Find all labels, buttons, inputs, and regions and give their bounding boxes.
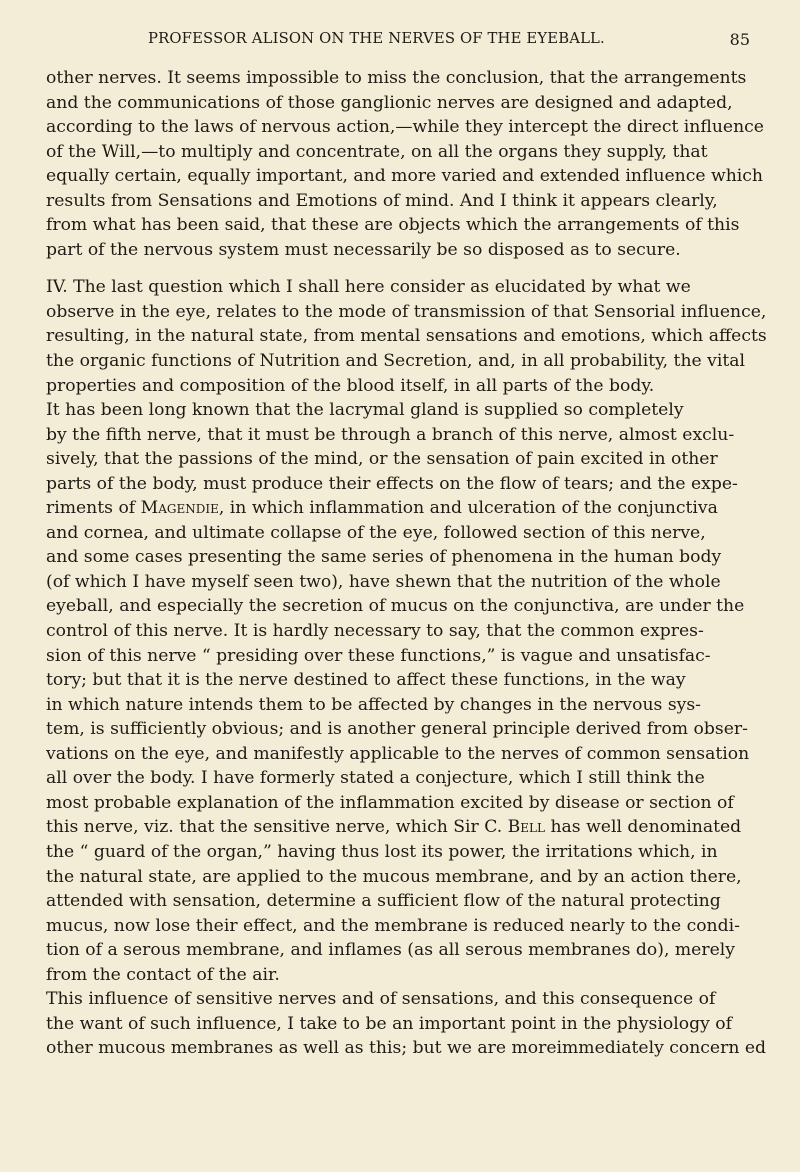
text-line: results from Sensations and Emotions of mind. And I think it appears clearly,: [46, 190, 718, 211]
text-line: attended with sensation, determine a sufficient flow of the natural protecting: [46, 891, 721, 912]
text-line: parts of the body, must produce their effects on the flow of tears; and the expe-: [46, 473, 738, 494]
text-line: sion of this nerve “ presiding over these functions,” is vague and unsatisfac-: [46, 645, 711, 666]
text-line: tem, is sufficiently obvious; and is another general principle derived from obser-: [46, 719, 748, 740]
text-line: and some cases presenting the same series of phenomena in the human body: [46, 547, 722, 568]
text-line: from what has been said, that these are objects which the arrangements of this: [46, 215, 740, 236]
text-line: the natural state, are applied to the mucous membrane, and by an action there,: [46, 866, 742, 887]
text-line: mucus, now lose their effect, and the membrane is reduced nearly to the condi-: [46, 915, 740, 936]
text-line: resulting, in the natural state, from mental sensations and emotions, which affects: [46, 326, 767, 347]
text-line: all over the body. I have formerly stated a conjecture, which I still think the: [46, 768, 705, 789]
text-line: other nerves. It seems impossible to miss the conclusion, that the arrangements: [46, 68, 747, 88]
text-line: sively, that the passions of the mind, or the sensation of pain excited in other: [46, 449, 718, 470]
text-line: most probable explanation of the inflammation excited by disease or section of: [46, 792, 734, 813]
text-line: eyeball, and especially the secretion of mucus on the conjunctiva, are under the: [46, 596, 745, 617]
text-line: control of this nerve. It is hardly necessary to say, that the common expres-: [46, 621, 704, 642]
text-line: It has been long known that the lacrymal gland is supplied so completely: [46, 400, 684, 421]
page-number: 85: [729, 30, 750, 49]
page-header: [0, 30, 800, 54]
text-line: IV. The last question which I shall here consider as elucidated by what we: [46, 277, 691, 298]
text-line: of the Will,—to multiply and concentrate, on all the organs they supply, that: [46, 141, 708, 162]
text-line: part of the nervous system must necessarily be so disposed as to secure.: [46, 239, 681, 260]
author-name: Bell: [507, 817, 545, 838]
text-line: and cornea, and ultimate collapse of the eye, followed section of this nerve,: [46, 522, 706, 543]
text-line: [46, 815, 756, 840]
text-line: the “ guard of the organ,” having thus lost its power, the irritations which, in: [46, 841, 718, 862]
text-line: by the fifth nerve, that it must be through a branch of this nerve, almost exclu-: [46, 424, 735, 445]
text-line: This influence of sensitive nerves and of sensations, and this consequence of: [46, 989, 716, 1010]
text-line: the organic functions of Nutrition and Secretion, and, in all probability, the vital: [46, 351, 746, 372]
text-line: and the communications of those ganglionic nerves are designed and adapted,: [46, 92, 733, 113]
body-text: [46, 66, 767, 1061]
text-line: tory; but that it is the nerve destined to affect these functions, in the way: [46, 670, 686, 691]
text-line: tion of a serous membrane, and inflames (as all serous membranes do), merely: [46, 940, 735, 961]
text-line: according to the laws of nervous action,—while they intercept the direct influence: [46, 117, 764, 138]
text-fragment: has well denominated: [545, 817, 742, 838]
text-line: (of which I have myself seen two), have shewn that the nutrition of the whole: [46, 571, 721, 592]
text-line: vations on the eye, and manifestly applicable to the nerves of common sensation: [46, 743, 750, 764]
text-fragment: , in which inflammation and ulceration of the conjunctiva: [218, 498, 718, 519]
text-fragment: riments of: [46, 498, 141, 519]
text-line: the want of such influence, I take to be an important point in the physiology of: [46, 1013, 732, 1034]
text-line: other mucous membranes as well as this; but we are moreimmediately concern ed: [46, 1038, 767, 1059]
paragraph-gap: [46, 262, 756, 275]
text-fragment: this nerve, viz. that the sensitive nerve, which Sir C.: [46, 817, 508, 838]
text-line: properties and composition of the blood itself, in all parts of the body.: [46, 375, 655, 396]
text-line: [46, 496, 756, 521]
text-line: equally certain, equally important, and more varied and extended influence which: [46, 166, 763, 187]
running-head: PROFESSOR ALISON ON THE NERVES OF THE EYEBALL.: [148, 30, 605, 47]
author-name: Magendie: [140, 498, 219, 519]
text-line: observe in the eye, relates to the mode of transmission of that Sensorial influence,: [46, 301, 767, 322]
text-line: from the contact of the air.: [46, 964, 280, 985]
text-line: in which nature intends them to be affected by changes in the nervous sys-: [46, 694, 701, 715]
